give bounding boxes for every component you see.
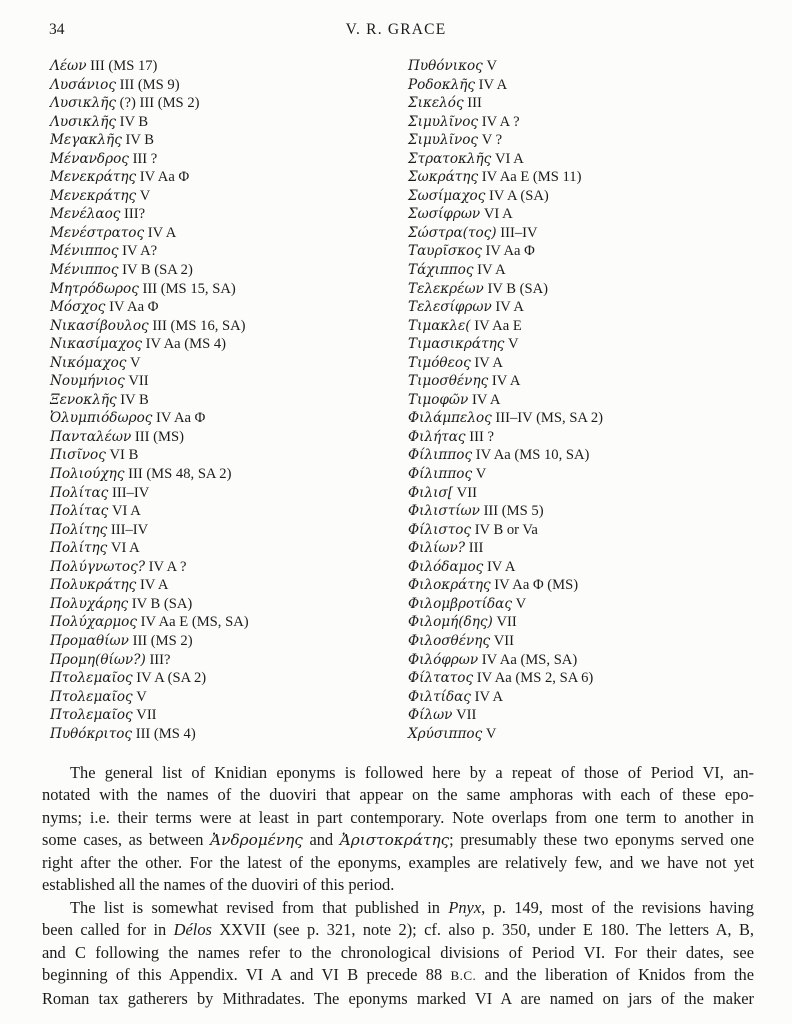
eponym-entry	[408, 558, 764, 577]
eponym-greek-name: Φίλιστος	[408, 521, 472, 538]
eponym-greek-name: Νικασίβουλος	[50, 317, 149, 334]
eponym-designation: IV A	[477, 262, 506, 279]
eponym-greek-name: Πτολεμαῖος	[50, 688, 133, 705]
eponym-designation: IV Aa Φ	[139, 169, 190, 186]
eponym-designation: IV A ?	[481, 113, 520, 130]
eponym-designation: VI B	[109, 447, 139, 464]
text-line	[42, 829, 754, 851]
eponym-greek-name: Πτολεμαῖος	[50, 670, 133, 687]
eponym-designation: IV B	[120, 391, 149, 408]
text-run: Roman tax gatherers by Mithradates. The eponyms marked VI A are named on jars of the maker	[42, 988, 754, 1008]
eponym-designation: III (MS 48, SA 2)	[128, 466, 232, 483]
eponym-greek-name: Τιμοσθένης	[408, 373, 489, 390]
eponym-designation: V	[136, 688, 147, 705]
eponym-entry	[408, 446, 764, 465]
eponym-greek-name: Στρατοκλῆς	[408, 150, 492, 167]
eponym-designation: III?	[124, 206, 146, 223]
eponym-greek-name: Προμαθίων	[50, 632, 129, 649]
eponym-designation: IV B	[125, 132, 154, 149]
text-run: , p. 149, most of the revisions having	[481, 897, 754, 917]
eponym-designation: III ?	[469, 428, 494, 445]
text-line	[42, 964, 754, 987]
eponym-greek-name: Τιμόθεος	[408, 354, 471, 371]
eponym-greek-name: Τιμασικράτης	[408, 336, 505, 353]
text-run: The general list of Knidian eponyms is followed here by a repeat of those of Period VI, an-	[70, 763, 754, 782]
eponym-entry	[50, 539, 406, 558]
eponym-entry	[408, 391, 764, 410]
eponym-entry	[50, 168, 406, 187]
eponym-entry	[50, 187, 406, 206]
eponym-designation: III (MS 15, SA)	[142, 280, 236, 297]
eponym-entry	[50, 613, 406, 632]
eponym-greek-name: Λυσάνιος	[50, 76, 116, 93]
eponym-greek-name: Νικασίμαχος	[50, 336, 142, 353]
eponym-designation: IV B (SA)	[131, 595, 193, 612]
eponym-entry	[50, 298, 406, 317]
eponym-entry	[408, 131, 764, 150]
eponym-entry	[408, 280, 764, 299]
eponym-greek-name: Φίλτατος	[408, 670, 474, 687]
eponym-greek-name: Μενέλαος	[50, 206, 121, 223]
eponym-entry	[408, 613, 764, 632]
eponym-greek-name: Φιλοσθένης	[408, 632, 491, 649]
eponym-designation: V	[485, 725, 497, 742]
eponym-designation: IV Aa E (MS 11)	[481, 169, 582, 186]
text-run: beginning of this Appendix. VI A and VI B precede 88	[42, 965, 451, 985]
text-line	[42, 897, 754, 919]
eponym-designation: IV B (SA 2)	[122, 262, 193, 279]
eponym-entry	[408, 595, 764, 614]
eponym-greek-name: Πολίτας	[50, 484, 109, 501]
eponym-designation: III (MS 5)	[483, 503, 544, 520]
eponym-entry	[408, 298, 764, 317]
eponym-greek-name: Σιμυλῖνος	[408, 132, 479, 149]
text-run: been called for in	[42, 920, 174, 940]
eponym-greek-name: Μόσχος	[50, 299, 106, 316]
eponym-designation: V	[515, 595, 527, 612]
text-run: and	[302, 830, 340, 850]
eponym-designation: III (MS 17)	[90, 58, 158, 74]
eponym-entry	[408, 335, 764, 354]
eponym-greek-name: Πολίτας	[50, 503, 109, 520]
eponym-entry	[50, 131, 406, 150]
eponym-greek-name: Φιλόφρων	[408, 651, 479, 668]
text-run: nyms; i.e. their terms were at least in part contemporary. Note overlaps from one term to another in	[42, 807, 754, 827]
greek-word: Ἀριστοκράτης	[339, 831, 450, 850]
eponym-designation: III (MS 2)	[132, 632, 193, 649]
eponym-designation: III?	[149, 651, 171, 668]
text-run: XXVII (see p. 321, note 2); cf. also p. 350, under E 180. The letters A, B,	[211, 920, 754, 940]
eponym-designation: IV A (SA 2)	[136, 670, 207, 687]
eponym-column-right	[408, 57, 764, 743]
eponym-greek-name: Πυθόκριτος	[50, 725, 133, 742]
eponym-greek-name: Πτολεμαῖος	[50, 707, 133, 724]
eponym-designation: IV Aa E (MS, SA)	[140, 614, 249, 631]
eponym-greek-name: Νουμήνιος	[50, 373, 125, 390]
text-line	[42, 874, 754, 896]
eponym-designation: III (MS 16, SA)	[152, 317, 246, 334]
eponym-designation: IV A	[474, 354, 503, 371]
eponym-entry	[408, 168, 764, 187]
eponym-designation: IV B or Va	[474, 521, 538, 538]
eponym-designation: III (MS 9)	[119, 76, 180, 93]
eponym-entry	[50, 521, 406, 540]
eponym-greek-name: Φίλων	[408, 707, 453, 724]
eponym-entry	[50, 280, 406, 299]
eponym-entry	[50, 465, 406, 484]
eponym-designation: VII	[493, 632, 514, 649]
eponym-greek-name: Φιλίων?	[408, 540, 466, 557]
text-run: right after the other. For the latest of the eponyms, examples are relatively few, and we have not yet	[42, 852, 754, 872]
text-run: notated with the names of the duoviri that appear on the same amphoras with each of these epo-	[42, 785, 754, 805]
eponym-entry	[408, 706, 764, 725]
eponym-greek-name: Φιλτίδας	[408, 688, 471, 705]
eponym-greek-name: Λέων	[50, 58, 87, 74]
eponym-designation: III ?	[132, 150, 158, 167]
text-line	[42, 852, 754, 874]
eponym-entry	[50, 261, 406, 280]
eponym-greek-name: Φιλισ[	[408, 484, 454, 501]
eponym-designation: III–IV (MS, SA 2)	[495, 410, 603, 427]
eponym-entry	[408, 205, 764, 224]
text-run: some cases, as between	[42, 830, 211, 850]
italic-title: Pnyx	[448, 897, 482, 917]
eponym-entry	[50, 242, 406, 261]
text-line	[42, 807, 754, 829]
text-run: and C following the names refer to the chronological divisions of Period VI. For their dates, see	[42, 942, 754, 962]
eponym-greek-name: Τιμακλε(	[408, 317, 471, 334]
eponym-designation: IV B (SA)	[487, 280, 549, 297]
eponym-entry	[50, 688, 406, 707]
eponym-greek-name: Φιλοκράτης	[408, 577, 491, 594]
eponym-greek-name: Ξενοκλῆς	[50, 391, 117, 408]
text-line	[42, 919, 754, 941]
eponym-greek-name: Πολίτης	[50, 521, 108, 538]
eponym-entry	[50, 409, 406, 428]
eponym-greek-name: Μενεκράτης	[50, 187, 137, 204]
eponym-designation: V	[130, 354, 141, 371]
eponym-designation: IV Aa Φ	[156, 410, 206, 427]
eponym-greek-name: Φιλάμπελος	[408, 410, 492, 427]
eponym-greek-name: Ὀλυμπιόδωρος	[50, 410, 153, 427]
eponym-designation: (?) III (MS 2)	[119, 95, 200, 112]
eponym-entry	[408, 484, 764, 503]
eponym-greek-name: Πολιούχης	[50, 466, 125, 483]
eponym-designation: III–IV	[110, 521, 149, 538]
eponym-entry	[408, 354, 764, 373]
eponym-greek-name: Πολυχάρης	[50, 595, 129, 612]
eponym-entry	[50, 651, 406, 670]
eponym-designation: VII	[128, 373, 149, 390]
eponym-greek-name: Πανταλέων	[50, 428, 132, 445]
running-head: V. R. GRACE	[345, 21, 447, 38]
eponym-designation: VII	[496, 614, 517, 631]
eponym-greek-name: Τελεκρέων	[408, 280, 484, 297]
eponym-entry	[50, 205, 406, 224]
eponym-entry	[408, 651, 764, 670]
eponym-entry	[408, 150, 764, 169]
eponym-designation: IV A	[491, 373, 521, 390]
eponym-entry	[50, 632, 406, 651]
eponym-designation: III	[467, 95, 482, 112]
eponym-greek-name: Μένιππος	[50, 243, 119, 260]
eponym-designation: IV A	[486, 558, 516, 575]
eponym-designation: IV Aa Φ	[109, 299, 159, 316]
eponym-designation: VII	[456, 707, 477, 724]
eponym-entry	[408, 94, 764, 113]
text-run: ; presumably these two eponyms served one	[449, 830, 754, 850]
eponym-greek-name: Φιλόδαμος	[408, 558, 484, 575]
eponym-entry	[408, 372, 764, 391]
eponym-entry	[50, 502, 406, 521]
eponym-entry	[408, 539, 764, 558]
text-line	[42, 784, 754, 806]
eponym-designation: IV A (SA)	[489, 187, 549, 204]
eponym-designation: IV Aa (MS 2, SA 6)	[476, 670, 594, 687]
eponym-greek-name: Φιλομή(δης)	[408, 614, 493, 631]
eponym-entry	[408, 224, 764, 243]
eponym-entry	[50, 484, 406, 503]
eponym-greek-name: Σωσίμαχος	[408, 187, 486, 204]
eponym-entry	[408, 113, 764, 132]
eponym-entry	[50, 725, 406, 744]
eponym-designation: V	[486, 58, 497, 74]
eponym-entry	[50, 76, 406, 95]
eponym-greek-name: Φιλομβροτίδας	[408, 595, 512, 612]
eponym-greek-name: Πολυκράτης	[50, 577, 137, 594]
eponym-designation: III (MS)	[134, 428, 184, 445]
eponym-entry	[50, 113, 406, 132]
eponym-designation: IV A	[471, 391, 501, 408]
eponym-entry	[408, 187, 764, 206]
eponym-greek-name: Μενεκράτης	[50, 169, 137, 186]
eponym-entry	[50, 224, 406, 243]
eponym-greek-name: Μητρόδωρος	[50, 280, 139, 297]
text-run: The list is somewhat revised from that published in	[70, 897, 449, 917]
text-run: and the liberation of Knidos from the	[476, 965, 754, 985]
eponym-entry	[408, 428, 764, 447]
eponym-designation: IV Aa (MS 10, SA)	[475, 447, 590, 464]
eponym-entry	[50, 57, 406, 76]
eponym-greek-name: Φίλιππος	[408, 466, 473, 483]
eponym-column-left	[50, 57, 406, 743]
eponym-designation: IV A	[495, 299, 524, 316]
eponym-entry	[50, 558, 406, 577]
eponym-designation: IV A	[139, 577, 169, 594]
eponym-greek-name: Ροδοκλῆς	[408, 76, 475, 93]
eponym-designation: IV A ?	[148, 558, 187, 575]
eponym-entry	[408, 632, 764, 651]
italic-title: Délos	[173, 920, 212, 940]
eponym-greek-name: Λυσικλῆς	[50, 113, 116, 130]
eponym-greek-name: Πολίτης	[50, 540, 108, 557]
eponym-greek-name: Πισῖνος	[50, 447, 106, 464]
eponym-entry	[50, 317, 406, 336]
eponym-entry	[408, 502, 764, 521]
eponym-greek-name: Σώστρα(τος)	[408, 224, 497, 241]
eponym-entry	[50, 576, 406, 595]
eponym-greek-name: Φίλιππος	[408, 447, 473, 464]
eponym-greek-name: Σωκράτης	[408, 169, 479, 186]
eponym-entry	[408, 725, 764, 744]
smallcaps-abbreviation: B.C.	[450, 968, 477, 984]
eponym-designation: IV A?	[122, 243, 158, 260]
eponym-entry	[408, 261, 764, 280]
eponym-greek-name: Τιμοφῶν	[408, 391, 469, 408]
eponym-greek-name: Λυσικλῆς	[50, 95, 116, 112]
eponym-designation: IV Aa E	[474, 317, 522, 334]
eponym-designation: VI A	[494, 150, 524, 167]
eponym-designation: V ?	[481, 132, 503, 149]
eponym-entry	[50, 428, 406, 447]
text-line	[42, 988, 754, 1010]
greek-word: Ἀνδρομένης	[210, 831, 303, 850]
eponym-entry	[50, 150, 406, 169]
eponym-entry	[408, 409, 764, 428]
eponym-designation: VI A	[111, 503, 141, 520]
eponym-designation: IV Aa Φ	[485, 243, 535, 260]
eponym-greek-name: Μεγακλῆς	[50, 132, 122, 149]
eponym-designation: IV A	[478, 76, 508, 93]
eponym-greek-name: Νικόμαχος	[50, 354, 127, 371]
eponym-entry	[50, 391, 406, 410]
eponym-greek-name: Πολύχαρμος	[50, 614, 137, 631]
eponym-designation: III–IV	[500, 224, 538, 241]
eponym-greek-name: Μένιππος	[50, 262, 119, 279]
eponym-entry	[50, 446, 406, 465]
eponym-entry	[50, 595, 406, 614]
eponym-greek-name: Ταυρῖσκος	[408, 243, 482, 260]
eponym-entry	[408, 317, 764, 336]
eponym-entry	[50, 706, 406, 725]
text-line	[42, 762, 754, 784]
eponym-designation: IV A	[474, 688, 504, 705]
eponym-designation: IV Aa (MS, SA)	[481, 651, 578, 668]
eponym-entry	[50, 354, 406, 373]
eponym-entry	[408, 669, 764, 688]
eponym-designation: VII	[456, 484, 477, 501]
text-run: established all the names of the duoviri of this period.	[42, 875, 395, 895]
eponym-greek-name: Χρύσιππος	[408, 725, 483, 742]
text-line	[42, 942, 754, 964]
eponym-designation: IV Aa Φ (MS)	[494, 577, 579, 594]
eponym-designation: III–IV	[111, 484, 150, 501]
page-number: 34	[49, 21, 65, 38]
eponym-entry	[408, 576, 764, 595]
eponym-entry	[50, 669, 406, 688]
eponym-greek-name: Σικελός	[408, 95, 464, 112]
eponym-greek-name: Φιλιστίων	[408, 503, 480, 520]
eponym-designation: IV Aa (MS 4)	[145, 336, 227, 353]
eponym-designation: VI A	[483, 206, 513, 223]
eponym-greek-name: Προμη(θίων?)	[50, 651, 146, 668]
eponym-designation: III (MS 4)	[135, 725, 196, 742]
eponym-greek-name: Μενέστρατος	[50, 224, 145, 241]
body-text	[42, 762, 754, 1010]
eponym-designation: IV A	[147, 224, 177, 241]
eponym-greek-name: Πυθόνικος	[408, 58, 483, 74]
eponym-greek-name: Φιλήτας	[408, 428, 466, 445]
eponym-entry	[408, 465, 764, 484]
paragraph	[42, 897, 754, 1010]
eponym-entry	[408, 688, 764, 707]
eponym-greek-name: Τελεσίφρων	[408, 299, 492, 316]
eponym-greek-name: Σωσίφρων	[408, 206, 481, 223]
eponym-entry	[50, 94, 406, 113]
paragraph	[42, 762, 754, 897]
eponym-entry	[408, 76, 764, 95]
eponym-greek-name: Πολύγνωτος?	[50, 558, 145, 575]
eponym-greek-name: Σιμυλῖνος	[408, 113, 479, 130]
eponym-entry	[408, 521, 764, 540]
eponym-greek-name: Μένανδρος	[50, 150, 129, 167]
eponym-designation: V	[139, 187, 151, 204]
eponym-designation: III	[468, 540, 484, 557]
eponym-entry	[408, 242, 764, 261]
eponym-designation: IV B	[119, 113, 149, 130]
eponym-designation: V	[508, 336, 519, 353]
eponym-greek-name: Τάχιππος	[408, 262, 474, 279]
eponym-designation: VI A	[110, 540, 140, 557]
eponym-entry	[50, 372, 406, 391]
eponym-designation: VII	[136, 707, 157, 724]
eponym-designation: V	[475, 466, 487, 483]
eponym-entry	[408, 57, 764, 76]
eponym-entry	[50, 335, 406, 354]
